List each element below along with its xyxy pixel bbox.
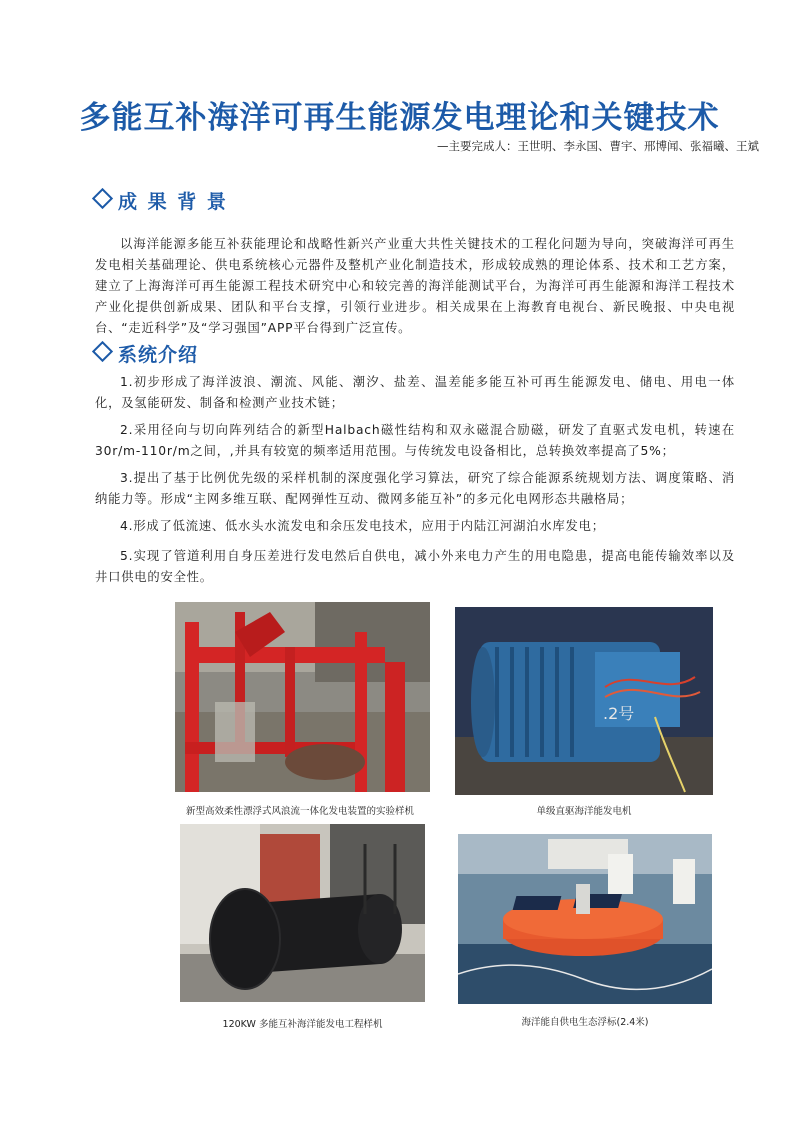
- system-item-4: 4.形成了低流速、低水头水流发电和余压发电技术，应用于内陆江河湖泊水库发电；: [120, 519, 605, 533]
- figure-caption-3: 120KW 多能互补海洋能发电工程样机: [222, 1019, 383, 1030]
- photo-floating-device-art: [175, 602, 430, 792]
- photo-generator-art: [455, 607, 713, 795]
- section-heading-text: 成 果 背 景: [118, 191, 228, 213]
- page-title: 多能互补海洋可再生能源发电理论和关键技术: [79, 100, 720, 136]
- section-heading-background: [95, 187, 228, 214]
- photo-floating-device: [175, 602, 430, 792]
- figure-caption-2: 单级直驱海洋能发电机: [536, 806, 632, 817]
- photo-buoy-art: [458, 834, 712, 1004]
- photo-prototype-art: [180, 824, 425, 1002]
- figure-caption-1: 新型高效柔性漂浮式风浪流一体化发电装置的实验样机: [185, 806, 414, 817]
- background-paragraph: 以海洋能源多能互补获能理论和战略性新兴产业重大共性关键技术的工程化问题为导向，突破海洋可再生发电相关基础理论、供电系统核心元器件及整机产业化制造技术，形成较成熟的理论体系、技术和工艺方案，建立了上海海洋可再生能源工程技术研究中心和较完善的海洋能测试平台，为海洋可再生能源和海洋工程技术产业化提供创新成果、团队和平台支撑，引领行业进步。相关成果在上海教育电视台、新民晚报、中央电视台、“走近科学”及“学习强国”APP平台得到广泛宣传。: [95, 237, 735, 335]
- diamond-icon: [92, 341, 113, 362]
- figure-caption-4: 海洋能自供电生态浮标(2.4米): [521, 1017, 649, 1028]
- authors-line: —主要完成人：王世明、李永国、曹宇、邢博闻、张福曦、王斌: [437, 139, 759, 153]
- photo-prototype: [180, 824, 425, 1002]
- motor-label-text: .2号: [603, 704, 635, 723]
- diamond-icon: [92, 188, 113, 209]
- system-item-5: 5.实现了管道利用自身压差进行发电然后自供电，减小外来电力产生的用电隐患，提高电能传输效率以及井口供电的安全性。: [95, 549, 735, 584]
- photo-buoy: [458, 834, 712, 1004]
- system-item-2: 2.采用径向与切向阵列结合的新型Halbach磁性结构和双永磁混合励磁，研发了直驱式发电机，转速在30r/m-110r/m之间，,并具有较宽的频率适用范围。与传统发电设备相比，总转换效率提高了5%；: [95, 423, 735, 458]
- system-item-1: 1.初步形成了海洋波浪、潮流、风能、潮汐、盐差、温差能多能互补可再生能源发电、储电、用电一体化，及氢能研发、制备和检测产业技术链；: [95, 375, 735, 410]
- section-heading-system: [95, 340, 198, 367]
- photo-generator: [455, 607, 713, 795]
- system-item-3: 3.提出了基于比例优先级的采样机制的深度强化学习算法，研究了综合能源系统规划方法、调度策略、消纳能力等。形成“主网多维互联、配网弹性互动、微网多能互补”的多元化电网形态共融格局；: [95, 471, 735, 506]
- section-heading-text: 系统介绍: [118, 344, 199, 366]
